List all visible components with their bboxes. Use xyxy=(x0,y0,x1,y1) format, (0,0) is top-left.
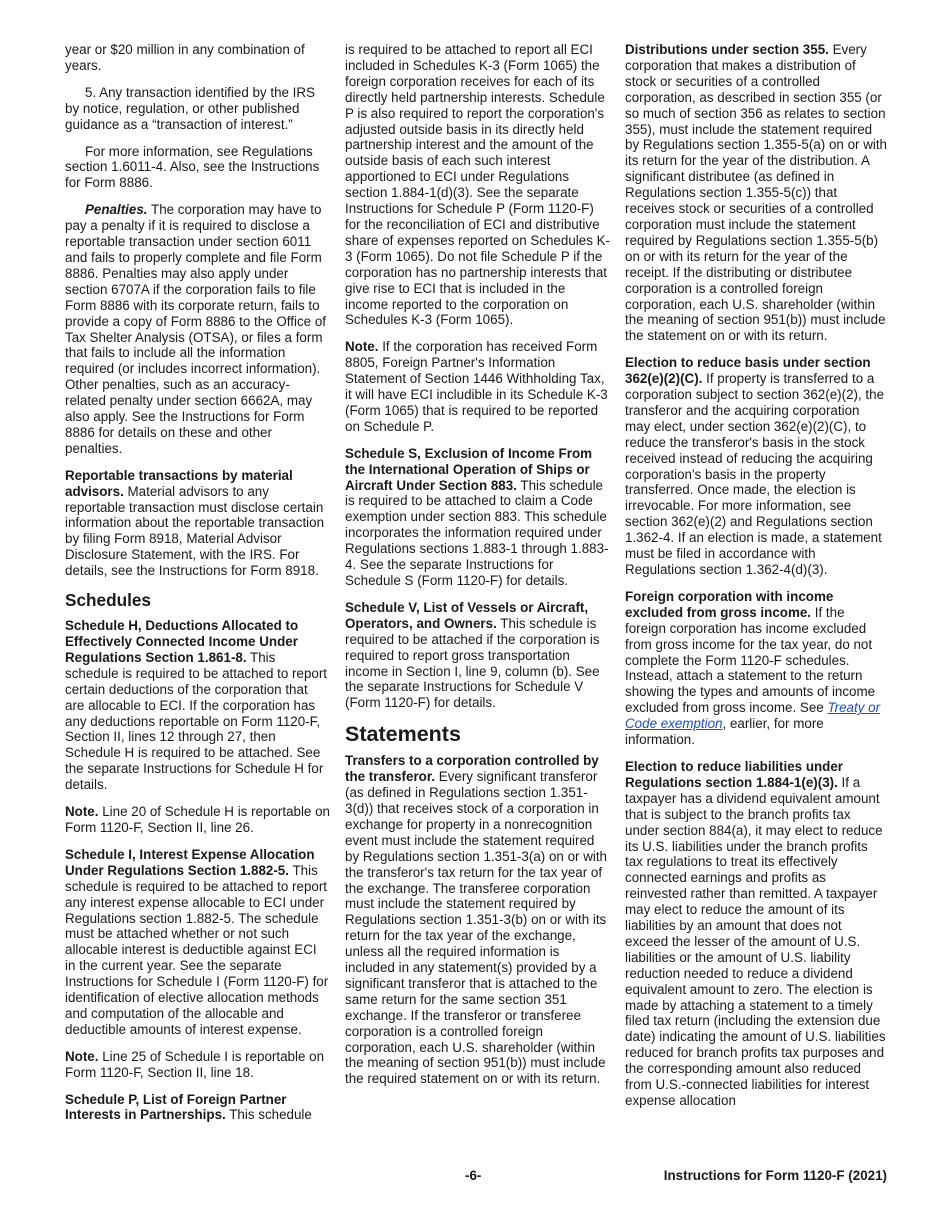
schedule-h-text: This schedule is required to be attached to report certain deductions of the corporation that are allocable to ECI. If the corporation has any deductions reportable on Form 1120-F, Section II, lines 12 through 27, then Schedule H is required to be attached. See the separate Instructions for Schedule H for details. xyxy=(65,649,328,793)
election-362-heading: Election to reduce basis under section 362(e)(2)(C). xyxy=(625,355,871,387)
distributions-heading: Distributions under section 355. xyxy=(625,42,829,57)
schedule-s-heading: Schedule S, Exclusion of Income From the International Operation of Ships or Aircraft Under Section 883. xyxy=(345,445,593,493)
paragraph-schedule-i xyxy=(65,847,330,1038)
note-text: Line 20 of Schedule H is reportable on Form 1120-F, Section II, line 26. xyxy=(65,804,330,835)
reduce-liabilities-heading: Election to reduce liabilities under Regulations section 1.884-1(e)(3). xyxy=(625,758,844,790)
form-title: Instructions for Form 1120-F (2021) xyxy=(663,1168,887,1183)
schedule-i-text: This schedule is required to be attached to report any interest expense allocable to ECI under Regulations section 1.882-5. The schedule must be attached whether or not such allocable interest is deductible against ECI in the current year. See the separate Instructions for Schedule I (Form 1120-F) for identification of elective allocation methods and computation of the allocable and deductible amounts of interest expense. xyxy=(65,862,329,1037)
transfers-text: Every significant transferor (as defined in Regulations section 1.351-3(d)) that receives stock of a corporation in exchange for property in a nonrecognition event must include the statement required by Regulations section 1.351-3(a) on or with the transferor's tax return for the tax year of the exchange. The transferee corporation must include the statement required by Regulations section 1.351-3(b) on or with its return for the tax year of the exchange, unless all the required information is included in any statement(s) provided by a significant transferor that is attached to the same return for the same section 351 exchange. If the transferor or transferee corporation is a controlled foreign corporation, each U.S. shareholder (within the meaning of section 951(b)) must include the required statement on or with its return. xyxy=(345,769,608,1087)
paragraph-note-form-8805 xyxy=(345,339,610,434)
paragraph-schedule-p xyxy=(65,1092,330,1124)
column-left xyxy=(65,42,330,1123)
section-heading-schedules: Schedules xyxy=(65,590,151,611)
page-number: -6- xyxy=(465,1168,482,1183)
list-item-transaction-of-interest: 5. Any transaction identified by the IRS by notice, regulation, or other published guidance as a “transaction of interest.” xyxy=(65,84,316,132)
schedule-p-heading: Schedule P, List of Foreign Partner Interests in Partnerships. xyxy=(65,1091,287,1123)
section-heading-statements: Statements xyxy=(345,722,461,747)
treaty-exemption-link[interactable]: Treaty or Code exemption xyxy=(625,700,881,732)
paragraph-schedule-p-continued: is required to be attached to report all ECI included in Schedules K-3 (Form 1065) the foreign corporation receives for each of its directly held partnership interests. Schedule P is also required to report the corporation's adjusted outside basis in its directly held partnership interest and the amount of the outside basis of each such interest apportioned to ECI under Regulations section 1.884-1(d)(3). See the separate Instructions for Schedule P (Form 1120-F) for the reconciliation of ECI and distributive share of expenses reported on Schedules K-3 (Form 1065). Do not file Schedule P if the corporation has no partnership interests that give rise to ECI that is included in the income reported to the corporation on Schedules K-3 (Form 1065). xyxy=(345,42,611,328)
paragraph-penalties xyxy=(65,202,330,457)
paragraph-note-schedule-h xyxy=(65,804,330,836)
note-label: Note. xyxy=(65,804,99,820)
election-362-text: If property is transferred to a corporation subject to section 362(e)(2), the transferor and the acquiring corporation may elect, under section 362(e)(2)(C), to reduce the transferor's basis in the stock received instead of reducing the acquiring corporation's basis in the property transferred. Once made, the election is irrevocable. For more information, see section 362(e)(2) and Regulations section 1.362-4. If an election is made, a statement must be filed in accordance with Regulations section 1.362-4(d)(3). xyxy=(625,371,885,577)
schedule-s-text: This schedule is required to be attached to claim a Code exemption under section 883. This schedule incorporates the information required under Regulations sections 1.883-1 through 1.883-4. See the separate Instructions for Schedule S (Form 1120-F) for details. xyxy=(345,477,609,588)
column-middle xyxy=(345,42,610,1087)
paragraph-schedule-s xyxy=(345,446,610,589)
paragraph-material-advisors xyxy=(65,468,330,579)
paragraph-transfers xyxy=(345,753,610,1087)
schedule-p-text: This schedule xyxy=(225,1107,312,1123)
schedule-v-heading: Schedule V, List of Vessels or Aircraft, Operators, and Owners. xyxy=(345,599,589,631)
foreign-corporation-tail: , earlier, for more information. xyxy=(625,716,824,748)
note-text: If the corporation has received Form 8805, Foreign Partner's Information Statement of Section 1446 Withholding Tax, it will have ECI includible in its Schedule K-3 (Form 1065) that is required to be reported on Schedule P. xyxy=(345,339,608,434)
transfers-heading: Transfers to a corporation controlled by the transferor. xyxy=(345,753,599,785)
paragraph-note-schedule-i xyxy=(65,1049,330,1081)
paragraph-foreign-corporation xyxy=(625,589,887,748)
note-text: Line 25 of Schedule I is reportable on Form 1120-F, Section II, line 18. xyxy=(65,1048,325,1080)
note-label: Note. xyxy=(345,339,379,355)
paragraph-election-reduce-liabilities xyxy=(625,759,887,1109)
paragraph-schedule-h xyxy=(65,618,330,793)
foreign-corporation-text: If the foreign corporation has income excluded from gross income for the tax year, do not complete the Form 1120-F schedules. Instead, attach a statement to the return showing the types and amounts of income excluded from gross income. See xyxy=(625,604,876,716)
schedule-h-heading: Schedule H, Deductions Allocated to Effectively Connected Income Under Regulations Section 1.861-8. xyxy=(65,618,299,665)
paragraph-election-362 xyxy=(625,355,887,578)
paragraph-more-info: For more information, see Regulations section 1.6011-4. Also, see the Instructions for Form 8886. xyxy=(65,143,320,191)
paragraph-schedule-v xyxy=(345,600,610,711)
foreign-corporation-heading: Foreign corporation with income excluded from gross income. xyxy=(625,588,834,620)
schedule-v-text: This schedule is required to be attached if the corporation is required to report gross transportation income in Section I, line 9, column (b). See the separate Instructions for Schedule V (Form 1120-F) for details. xyxy=(345,615,600,711)
column-right xyxy=(625,42,887,1109)
paragraph-distributions-355 xyxy=(625,42,887,344)
page-footer xyxy=(65,1168,887,1186)
distributions-text: Every corporation that makes a distribution of stock or securities of a controlled corporation, as described in section 355 (or so much of section 356 as relates to section 355), must include the statement required by Regulations section 1.355-5(a) on or with its return for the year of the distribution. A significant distributee (as defined in Regulations section 1.355-5(c)) that receives stock or securities of a controlled corporation must include the statement required by Regulations section 1.355-5(b) on or with its return for the year of the receipt. If the distributing or distributee corporation is a controlled foreign corporation, each U.S. shareholder (within the meaning of section 951(b)) must include the statement on or with its return. xyxy=(625,42,888,344)
note-label: Note. xyxy=(65,1048,99,1064)
penalties-text: The corporation may have to pay a penalty if it is required to disclose a reportable transaction under section 6011 and fails to properly complete and file Form 8886. Penalties may also apply under section 6707A if the corporation fails to file Form 8886 with its corporate return, fails to provide a copy of Form 8886 to the Office of Tax Shelter Analysis (OTSA), or files a form that fails to include all the information required (or includes incorrect information). Other penalties, such as an accuracy-related penalty under section 6662A, may also apply. See the Instructions for Form 8886 for details on these and other penalties. xyxy=(65,202,327,456)
material-advisors-heading: Reportable transactions by material advisors. xyxy=(65,467,293,499)
material-advisors-text: Material advisors to any reportable transaction must disclose certain information about the reportable transaction by filing Form 8918, Material Advisor Disclosure Statement, with the IRS. For details, see the Instructions for Form 8918. xyxy=(65,483,325,579)
schedule-i-heading: Schedule I, Interest Expense Allocation Under Regulations Section 1.882-5. xyxy=(65,846,315,878)
reduce-liabilities-text: If a taxpayer has a dividend equivalent amount that is subject to the branch profits tax under section 884(a), it may elect to reduce its U.S. liabilities under the branch profits tax regulations to treat its effectively connected earnings and profits as reinvested rather than remitted. A taxpayer may elect to reduce the amount of its liabilities by an amount that does not exceed the lesser of the amount of U.S. liabilities or the amount of U.S. liability reduction needed to reduce a dividend equivalent amount to zero. The election is made by attaching a statement to a timely filed tax return (including the extension due date) indicating the amount of U.S. liabilities reduced for branch profits tax purposes and the corresponding amount also reduced from U.S.-connected liabilities for interest expense allocation xyxy=(625,774,886,1108)
penalties-heading: Penalties. xyxy=(85,202,148,218)
paragraph-continued: year or $20 million in any combination of years. xyxy=(65,42,305,73)
